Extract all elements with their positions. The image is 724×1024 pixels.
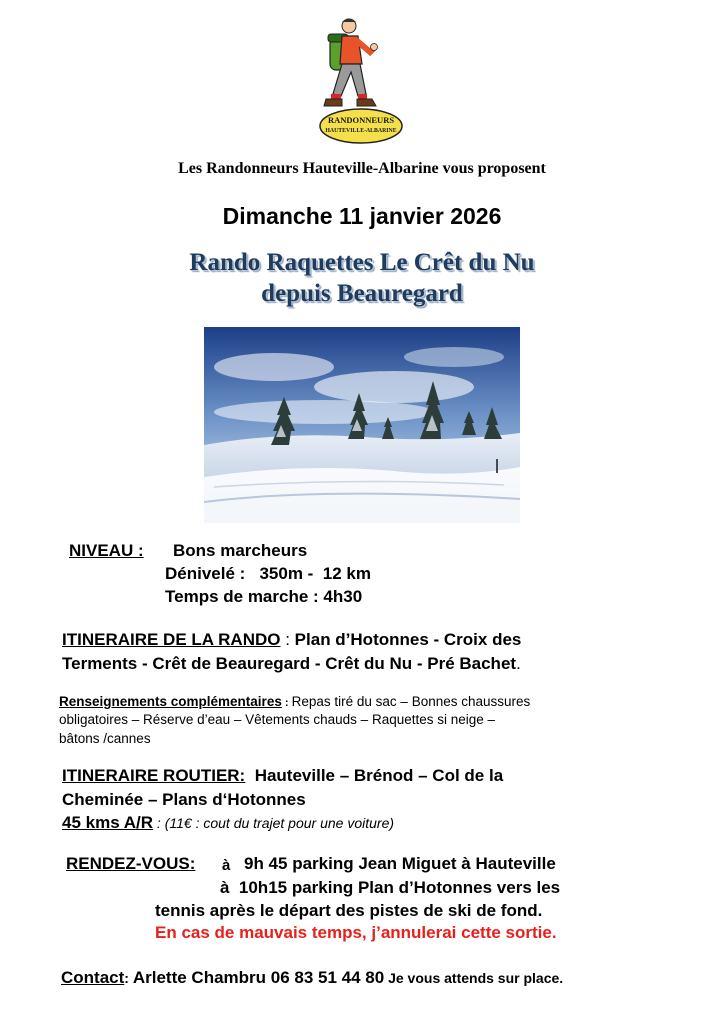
- itineraire-rando-sep: :: [280, 630, 295, 649]
- itineraire-rando-end: .: [516, 654, 521, 673]
- itineraire-rando-text1: Plan d’Hotonnes - Croix des: [294, 630, 522, 649]
- temps-marche: Temps de marche : 4h30: [165, 587, 363, 606]
- intro-line: Les Randonneurs Hauteville-Albarine vous proposent: [178, 160, 546, 177]
- trajet-cost: : (11€ : cout du trajet pour une voiture): [153, 815, 395, 831]
- logo-text-1: RANDONNEURS: [327, 115, 395, 125]
- rendezvous-line3: tennis après le départ des pistes de ski de fond.: [155, 901, 543, 920]
- niveau-label: [69, 541, 144, 561]
- renseignements-line1: [59, 694, 530, 709]
- rendezvous-label: [66, 854, 195, 874]
- club-logo: [318, 14, 404, 144]
- itineraire-rando-text2: Terments - Crêt de Beauregard - Crêt du Nu - Pré Bachet: [62, 654, 517, 673]
- itineraire-routier-text1: Hauteville – Brénod – Col de la: [254, 766, 504, 785]
- logo-text-2: HAUTEVILLE-ALBARINE: [325, 128, 397, 134]
- itineraire-routier-label: ITINERAIRE ROUTIER:: [62, 766, 246, 785]
- rendezvous-a1: à: [222, 857, 231, 874]
- renseignements-line3: bâtons /cannes: [59, 731, 151, 746]
- itineraire-rando-label: ITINERAIRE DE LA RANDO: [62, 630, 281, 649]
- distance: 45 kms A/R: [62, 813, 154, 832]
- renseignements-text1: Repas tiré du sac – Bonnes chaussures: [291, 694, 531, 709]
- renseignements-sep: :: [281, 697, 292, 709]
- event-title-line1: Rando Raquettes Le Crêt du Nu: [189, 249, 535, 276]
- itineraire-rando-line2: [62, 654, 521, 674]
- renseignements-line2: obligatoires – Réserve d’eau – Vêtements chauds – Raquettes si neige –: [59, 712, 496, 727]
- itineraire-routier-line3: [62, 813, 394, 833]
- event-date: Dimanche 11 janvier 2026: [222, 203, 502, 229]
- snow-landscape-photo: [204, 327, 520, 523]
- contact-note: Je vous attends sur place.: [384, 970, 564, 986]
- itineraire-routier-line1: [62, 766, 503, 786]
- itineraire-routier-line2: Cheminée – Plans d‘Hotonnes: [62, 790, 306, 809]
- contact-line: [61, 968, 563, 988]
- itineraire-rando-line1: [62, 630, 521, 650]
- niveau-value: Bons marcheurs: [173, 541, 308, 560]
- niveau-label-text: NIVEAU :: [69, 541, 144, 560]
- contact-name-phone: Arlette Chambru 06 83 51 44 80: [132, 968, 385, 987]
- renseignements-label: Renseignements complémentaires: [59, 694, 282, 709]
- contact-colon: :: [124, 970, 133, 986]
- rendezvous-line1: 9h 45 parking Jean Miguet à Hauteville: [244, 854, 556, 873]
- hiker-icon: [318, 14, 404, 144]
- denivele: Dénivelé : 350m - 12 km: [165, 564, 371, 583]
- rendezvous-label-text: RENDEZ-VOUS:: [66, 854, 196, 873]
- event-title-line2: depuis Beauregard: [261, 280, 463, 307]
- rendezvous-line2: à 10h15 parking Plan d’Hotonnes vers les: [220, 878, 561, 897]
- contact-label: Contact: [61, 968, 125, 987]
- bad-weather-warning: En cas de mauvais temps, j’annulerai cette sortie.: [155, 923, 557, 942]
